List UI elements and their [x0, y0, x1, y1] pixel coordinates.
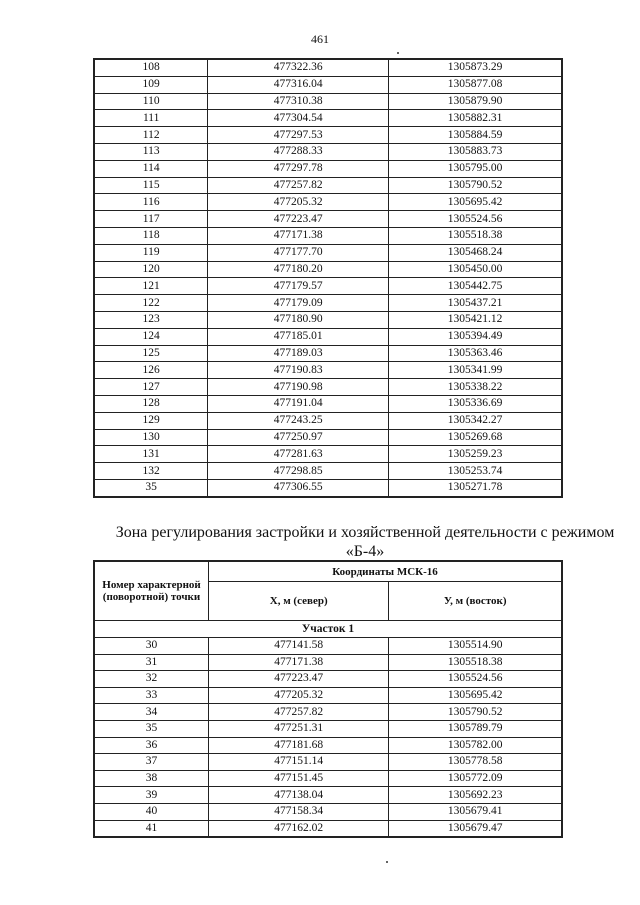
table-row	[94, 93, 562, 110]
x-coordinate-cell: 477158.34	[209, 803, 389, 820]
table-row	[94, 379, 562, 396]
table-row	[94, 463, 562, 480]
table-row	[94, 704, 562, 721]
point-number-cell: 131	[94, 446, 208, 463]
x-coordinate-cell: 477189.03	[208, 345, 389, 362]
table-row	[94, 311, 562, 328]
table-row	[94, 446, 562, 463]
table-row	[94, 638, 562, 655]
point-number-cell: 132	[94, 463, 208, 480]
scan-mark	[397, 52, 399, 54]
x-coordinate-cell: 477190.83	[208, 362, 389, 379]
table-row	[94, 362, 562, 379]
table-row	[94, 345, 562, 362]
x-coordinate-cell: 477191.04	[208, 395, 389, 412]
table-row	[94, 261, 562, 278]
y-coordinate-cell: 1305437.21	[389, 295, 562, 312]
x-coordinate-cell: 477310.38	[208, 93, 389, 110]
table-row	[94, 160, 562, 177]
table-row	[94, 720, 562, 737]
x-coordinate-cell: 477177.70	[208, 244, 389, 261]
y-coordinate-cell: 1305692.23	[389, 787, 562, 804]
x-coordinate-cell: 477162.02	[209, 820, 389, 837]
y-coordinate-cell: 1305518.38	[389, 227, 562, 244]
coordinates-table-continued	[93, 58, 563, 498]
x-coordinate-cell: 477138.04	[209, 787, 389, 804]
x-coordinate-cell: 477171.38	[209, 654, 389, 671]
table-row	[94, 76, 562, 93]
x-coordinate-cell: 477190.98	[208, 379, 389, 396]
y-coordinate-cell: 1305790.52	[389, 704, 562, 721]
table-row	[94, 295, 562, 312]
y-coordinate-cell: 1305883.73	[389, 143, 562, 160]
point-number-cell: 122	[94, 295, 208, 312]
x-coordinate-cell: 477250.97	[208, 429, 389, 446]
x-coordinate-cell: 477223.47	[208, 211, 389, 228]
y-coordinate-cell: 1305271.78	[389, 479, 562, 496]
table-row	[94, 654, 562, 671]
table-row	[94, 110, 562, 127]
point-number-cell: 113	[94, 143, 208, 160]
x-coordinate-cell: 477141.58	[209, 638, 389, 655]
coordinates-table-b4	[93, 560, 563, 838]
header-y: У, м (восток)	[389, 582, 562, 621]
point-number-cell: 32	[94, 671, 209, 688]
y-coordinate-cell: 1305518.38	[389, 654, 562, 671]
point-number-cell: 40	[94, 803, 209, 820]
x-coordinate-cell: 477151.14	[209, 754, 389, 771]
page-number: 461	[311, 32, 329, 46]
table-row	[94, 194, 562, 211]
x-coordinate-cell: 477306.55	[208, 479, 389, 496]
table-row	[94, 770, 562, 787]
point-number-cell: 37	[94, 754, 209, 771]
point-number-cell: 114	[94, 160, 208, 177]
table-row	[94, 787, 562, 804]
table-row	[94, 177, 562, 194]
point-number-cell: 39	[94, 787, 209, 804]
scan-mark	[386, 861, 388, 863]
point-number-cell: 33	[94, 687, 209, 704]
x-coordinate-cell: 477179.57	[208, 278, 389, 295]
table-row	[94, 754, 562, 771]
point-number-cell: 110	[94, 93, 208, 110]
table-row	[94, 412, 562, 429]
x-coordinate-cell: 477257.82	[208, 177, 389, 194]
y-coordinate-cell: 1305795.00	[389, 160, 562, 177]
x-coordinate-cell: 477171.38	[208, 227, 389, 244]
y-coordinate-cell: 1305338.22	[389, 379, 562, 396]
y-coordinate-cell: 1305879.90	[389, 93, 562, 110]
point-number-cell: 41	[94, 820, 209, 837]
y-coordinate-cell: 1305789.79	[389, 720, 562, 737]
x-coordinate-cell: 477151.45	[209, 770, 389, 787]
table-row	[94, 737, 562, 754]
point-number-cell: 119	[94, 244, 208, 261]
x-coordinate-cell: 477298.85	[208, 463, 389, 480]
section-title: Зона регулирования застройки и хозяйственной деятельности с режимом «Б-4»	[115, 524, 615, 560]
table-row	[94, 59, 562, 76]
y-coordinate-cell: 1305873.29	[389, 59, 562, 76]
point-number-cell: 129	[94, 412, 208, 429]
point-number-cell: 109	[94, 76, 208, 93]
y-coordinate-cell: 1305342.27	[389, 412, 562, 429]
x-coordinate-cell: 477281.63	[208, 446, 389, 463]
point-number-cell: 36	[94, 737, 209, 754]
header-x: X, м (север)	[209, 582, 389, 621]
table-row	[94, 687, 562, 704]
point-number-cell: 31	[94, 654, 209, 671]
point-number-cell: 128	[94, 395, 208, 412]
y-coordinate-cell: 1305524.56	[389, 671, 562, 688]
y-coordinate-cell: 1305782.00	[389, 737, 562, 754]
table-row	[94, 803, 562, 820]
point-number-cell: 124	[94, 328, 208, 345]
table-row	[94, 820, 562, 837]
section-label: Участок 1	[94, 621, 562, 638]
y-coordinate-cell: 1305778.58	[389, 754, 562, 771]
y-coordinate-cell: 1305514.90	[389, 638, 562, 655]
x-coordinate-cell: 477316.04	[208, 76, 389, 93]
x-coordinate-cell: 477243.25	[208, 412, 389, 429]
x-coordinate-cell: 477180.20	[208, 261, 389, 278]
point-number-cell: 121	[94, 278, 208, 295]
y-coordinate-cell: 1305790.52	[389, 177, 562, 194]
y-coordinate-cell: 1305259.23	[389, 446, 562, 463]
x-coordinate-cell: 477297.78	[208, 160, 389, 177]
x-coordinate-cell: 477223.47	[209, 671, 389, 688]
y-coordinate-cell: 1305253.74	[389, 463, 562, 480]
header-coordinates: Координаты МСК-16	[209, 561, 562, 582]
point-number-cell: 126	[94, 362, 208, 379]
table-row	[94, 127, 562, 144]
y-coordinate-cell: 1305336.69	[389, 395, 562, 412]
y-coordinate-cell: 1305524.56	[389, 211, 562, 228]
y-coordinate-cell: 1305695.42	[389, 687, 562, 704]
x-coordinate-cell: 477322.36	[208, 59, 389, 76]
x-coordinate-cell: 477288.33	[208, 143, 389, 160]
table-row	[94, 328, 562, 345]
y-coordinate-cell: 1305450.00	[389, 261, 562, 278]
point-number-cell: 35	[94, 479, 208, 496]
point-number-cell: 127	[94, 379, 208, 396]
y-coordinate-cell: 1305269.68	[389, 429, 562, 446]
point-number-cell: 120	[94, 261, 208, 278]
point-number-cell: 30	[94, 638, 209, 655]
header-point-number: Номер характерной (поворотной) точки	[94, 561, 209, 621]
table-row	[94, 671, 562, 688]
point-number-cell: 38	[94, 770, 209, 787]
point-number-cell: 125	[94, 345, 208, 362]
point-number-cell: 130	[94, 429, 208, 446]
x-coordinate-cell: 477180.90	[208, 311, 389, 328]
x-coordinate-cell: 477205.32	[209, 687, 389, 704]
x-coordinate-cell: 477185.01	[208, 328, 389, 345]
x-coordinate-cell: 477205.32	[208, 194, 389, 211]
x-coordinate-cell: 477181.68	[209, 737, 389, 754]
point-number-cell: 111	[94, 110, 208, 127]
point-number-cell: 34	[94, 704, 209, 721]
y-coordinate-cell: 1305882.31	[389, 110, 562, 127]
y-coordinate-cell: 1305695.42	[389, 194, 562, 211]
y-coordinate-cell: 1305679.41	[389, 803, 562, 820]
y-coordinate-cell: 1305442.75	[389, 278, 562, 295]
y-coordinate-cell: 1305884.59	[389, 127, 562, 144]
point-number-cell: 117	[94, 211, 208, 228]
table-row	[94, 143, 562, 160]
point-number-cell: 116	[94, 194, 208, 211]
point-number-cell: 35	[94, 720, 209, 737]
x-coordinate-cell: 477251.31	[209, 720, 389, 737]
x-coordinate-cell: 477257.82	[209, 704, 389, 721]
y-coordinate-cell: 1305363.46	[389, 345, 562, 362]
point-number-cell: 118	[94, 227, 208, 244]
y-coordinate-cell: 1305421.12	[389, 311, 562, 328]
y-coordinate-cell: 1305394.49	[389, 328, 562, 345]
table-row	[94, 429, 562, 446]
y-coordinate-cell: 1305877.08	[389, 76, 562, 93]
y-coordinate-cell: 1305341.99	[389, 362, 562, 379]
y-coordinate-cell: 1305679.47	[389, 820, 562, 837]
y-coordinate-cell: 1305468.24	[389, 244, 562, 261]
point-number-cell: 115	[94, 177, 208, 194]
point-number-cell: 108	[94, 59, 208, 76]
y-coordinate-cell: 1305772.09	[389, 770, 562, 787]
table-row	[94, 278, 562, 295]
table-row	[94, 227, 562, 244]
x-coordinate-cell: 477304.54	[208, 110, 389, 127]
table-row	[94, 244, 562, 261]
point-number-cell: 112	[94, 127, 208, 144]
x-coordinate-cell: 477179.09	[208, 295, 389, 312]
point-number-cell: 123	[94, 311, 208, 328]
table-row	[94, 395, 562, 412]
table-row	[94, 479, 562, 496]
table-row	[94, 211, 562, 228]
x-coordinate-cell: 477297.53	[208, 127, 389, 144]
